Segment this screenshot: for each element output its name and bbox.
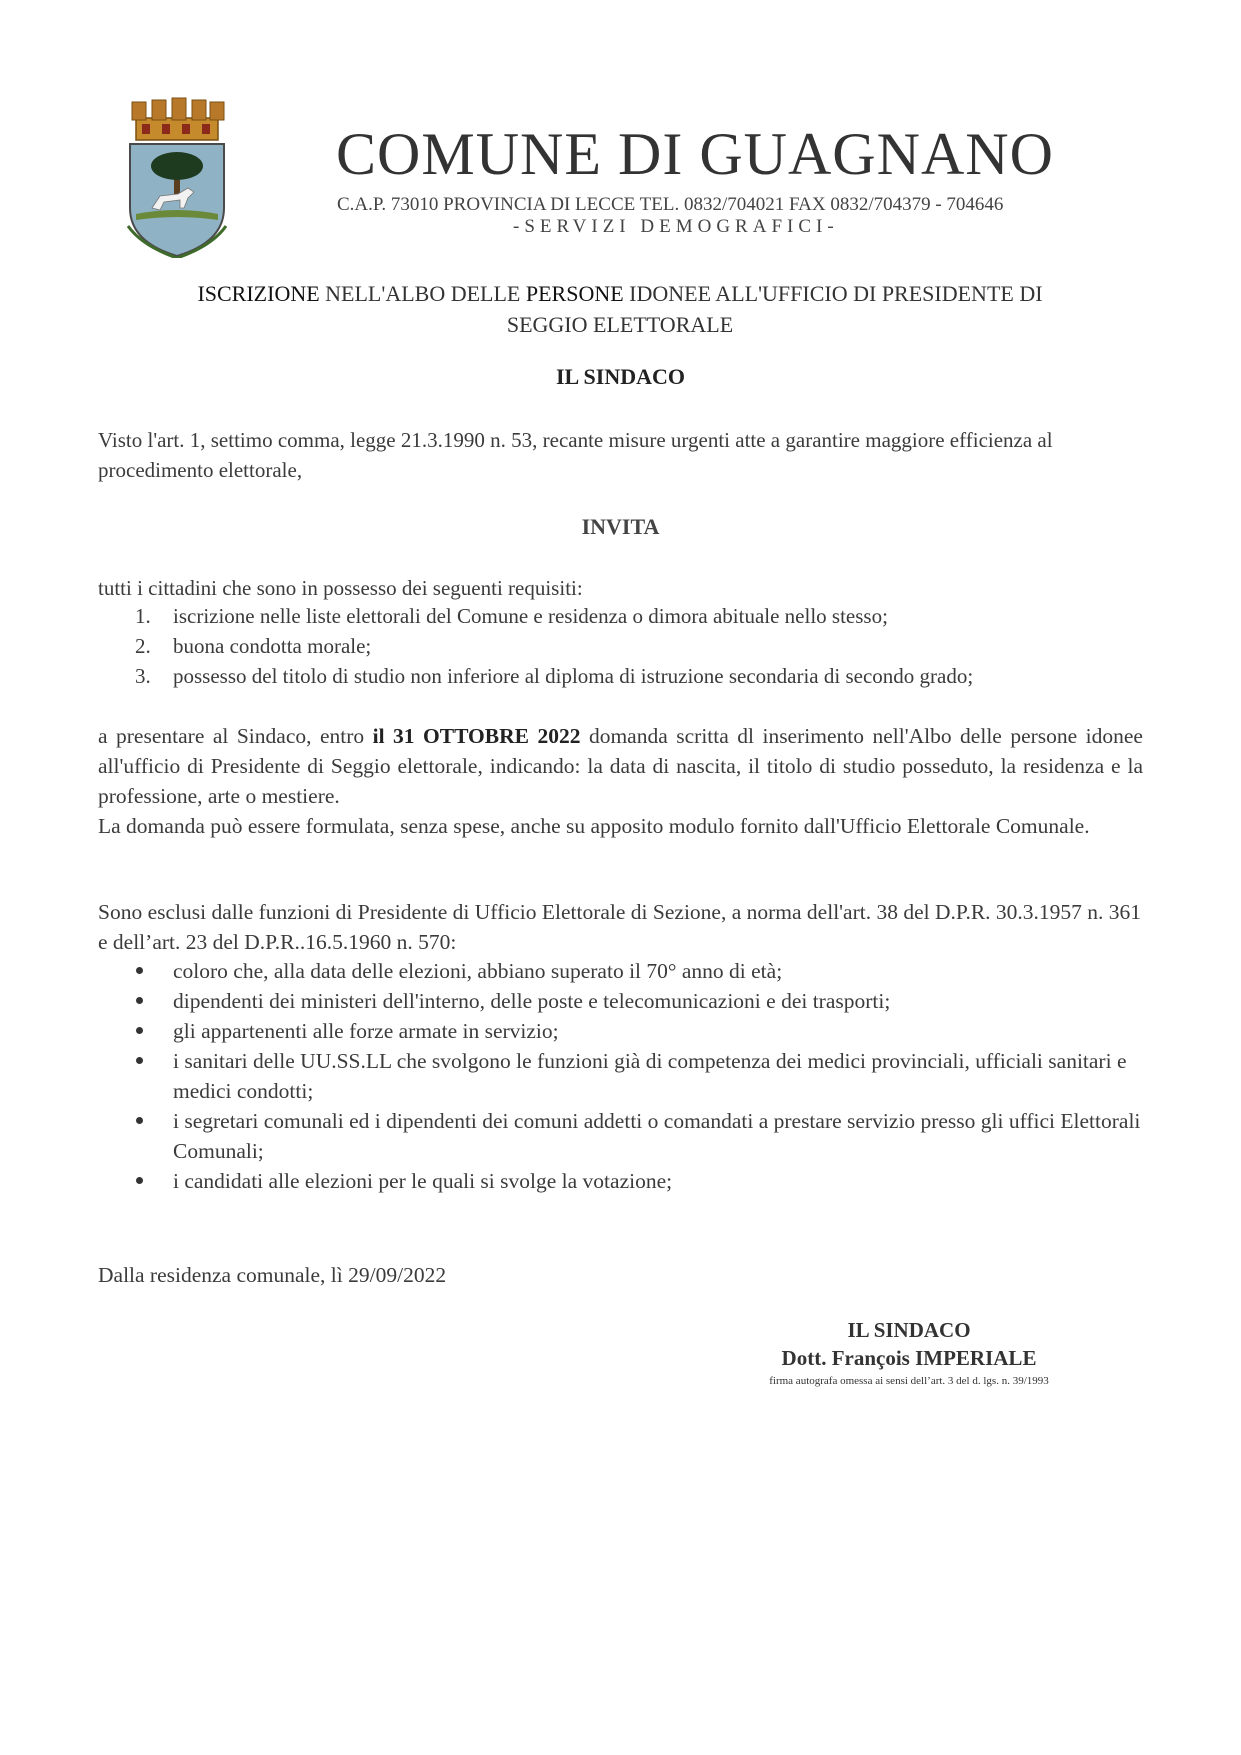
bullet-icon: [136, 1027, 143, 1034]
list-item: [98, 1106, 1143, 1166]
bullet-icon: [136, 967, 143, 974]
requirements-intro: tutti i cittadini che sono in possesso dei seguenti requisiti:: [98, 576, 583, 600]
bullet-icon: [136, 997, 143, 1004]
list-item: [98, 601, 1143, 631]
list-item: [98, 631, 1143, 661]
exclusions-intro: Sono esclusi dalle funzioni di Presidente di Ufficio Elettorale di Sezione, a norma dell'art. 38 del D.P.R. 30.3.1957 n. 361 e dell’art. 23 del D.P.R..16.5.1960 n. 570:: [98, 900, 1142, 954]
title-word-iscrizione: ISCRIZIONE: [197, 281, 320, 306]
document-title: [110, 278, 1130, 340]
list-item: [98, 1016, 1143, 1046]
list-item-text: i sanitari delle UU.SS.LL che svolgono le funzioni già di competenza dei medici provinciali, ufficiali sanitari e medici condotti;: [173, 1049, 1127, 1103]
list-item-text: coloro che, alla data delle elezioni, abbiano superato il 70° anno di età;: [173, 959, 783, 983]
requirements-list: [98, 601, 1143, 691]
list-item-text: i segretari comunali ed i dipendenti dei comuni addetti o comandati a prestare servizio presso gli uffici Elettorali Comunali;: [173, 1109, 1141, 1163]
title-text-1: NELL'ALBO DELLE: [319, 281, 526, 306]
bullet-icon: [136, 1117, 143, 1124]
request-form-text: La domanda può essere formulata, senza spese, anche su apposito modulo fornito dall'Ufficio Elettorale Comunale.: [98, 814, 1090, 838]
list-item-number: 3.: [135, 664, 151, 688]
list-item: [98, 956, 1143, 986]
intro-paragraph: Visto l'art. 1, settimo comma, legge 21.3.1990 n. 53, recante misure urgenti atte a garantire maggiore efficienza al procedimento elettorale,: [98, 428, 1053, 482]
list-item-text: buona condotta morale;: [173, 634, 372, 658]
request-paragraph: [98, 721, 1143, 841]
request-text-post: domanda scritta dl inserimento nell'Albo delle persone idonee all'ufficio di Presidente di Seggio elettorale, indicando: la data di nascita, il titolo di studio posseduto, la residenza e la professione, arte o mestiere.: [98, 724, 1143, 808]
request-deadline: il 31 OTTOBRE 2022: [372, 724, 581, 748]
list-item-text: iscrizione nelle liste elettorali del Comune e residenza o dimora abituale nello stesso;: [173, 604, 888, 628]
signature-note: firma autografa omessa ai sensi dell’art. 3 del d. lgs. n. 39/1993: [769, 1375, 1049, 1387]
bullet-icon: [136, 1177, 143, 1184]
date-line: Dalla residenza comunale, lì 29/09/2022: [98, 1263, 447, 1287]
bullet-icon: [136, 1057, 143, 1064]
list-item: [98, 661, 1143, 691]
title-word-persone: PERSONE: [525, 281, 624, 306]
document-title-line-1: [110, 278, 1130, 309]
municipal-coat-of-arms-icon: [122, 96, 232, 258]
signature-role: IL SINDACO: [847, 1318, 971, 1342]
list-item-number: 2.: [135, 634, 151, 658]
title-text-2: IDONEE ALL'UFFICIO DI PRESIDENTE DI: [623, 281, 1043, 306]
signature-block: [734, 1316, 1084, 1390]
list-item-number: 1.: [135, 604, 151, 628]
list-item: [98, 1166, 1143, 1196]
municipality-contacts: C.A.P. 73010 PROVINCIA DI LECCE TEL. 0832/704021 FAX 0832/704379 - 704646: [337, 194, 1004, 215]
request-text-pre: a presentare al Sindaco, entro: [98, 724, 373, 748]
list-item-text: gli appartenenti alle forze armate in servizio;: [173, 1019, 559, 1043]
invita-heading: INVITA: [581, 514, 660, 539]
document-title-line-2: SEGGIO ELETTORALE: [506, 312, 734, 337]
list-item-text: i candidati alle elezioni per le quali si svolge la votazione;: [173, 1169, 673, 1193]
signature-name: Dott. François IMPERIALE: [781, 1346, 1037, 1370]
list-item: [98, 1046, 1143, 1106]
list-item-text: possesso del titolo di studio non inferiore al diploma di istruzione secondaria di secondo grado;: [173, 664, 974, 688]
department-name: -SERVIZI DEMOGRAFICI-: [513, 216, 839, 237]
list-item-text: dipendenti dei ministeri dell'interno, delle poste e telecomunicazioni e dei trasporti;: [173, 989, 891, 1013]
municipality-name: COMUNE DI GUAGNANO: [336, 121, 1054, 187]
sindaco-heading: IL SINDACO: [556, 364, 685, 389]
exclusions-list: [98, 956, 1143, 1196]
request-text: [98, 721, 1143, 811]
list-item: [98, 986, 1143, 1016]
